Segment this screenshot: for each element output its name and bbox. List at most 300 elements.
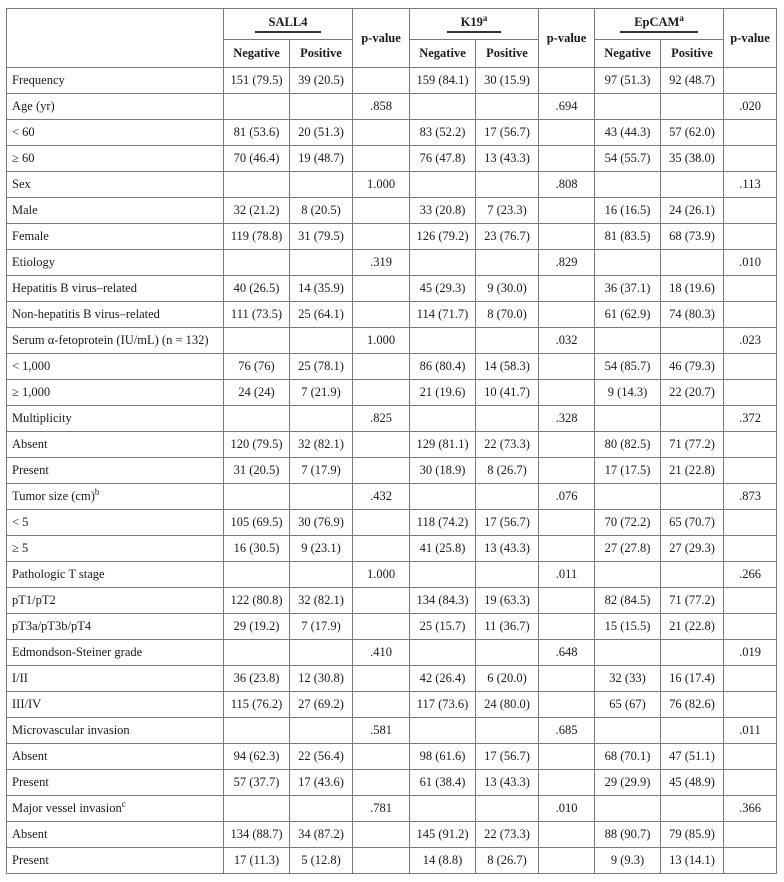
table-row (7, 536, 777, 562)
count-cell (224, 562, 290, 588)
table-row (7, 510, 777, 536)
count-cell: 32 (82.1) (290, 588, 353, 614)
count-cell: 17 (43.6) (290, 770, 353, 796)
count-cell: 42 (26.4) (410, 666, 476, 692)
count-cell (476, 94, 539, 120)
count-cell: 118 (74.2) (410, 510, 476, 536)
pvalue-cell (353, 276, 410, 302)
count-cell: 117 (73.6) (410, 692, 476, 718)
count-cell: 29 (19.2) (224, 614, 290, 640)
count-cell: 10 (41.7) (476, 380, 539, 406)
count-cell: 88 (90.7) (595, 822, 661, 848)
pvalue-cell: .372 (724, 406, 777, 432)
pvalue-cell (539, 224, 595, 250)
count-cell: 30 (15.9) (476, 68, 539, 94)
table-row (7, 354, 777, 380)
group-header-sall4: SALL4 (224, 9, 353, 40)
table-row (7, 484, 777, 510)
count-cell: 47 (51.1) (661, 744, 724, 770)
pvalue-cell: .808 (539, 172, 595, 198)
count-cell: 76 (82.6) (661, 692, 724, 718)
pvalue-cell (539, 614, 595, 640)
count-cell: 22 (73.3) (476, 432, 539, 458)
count-cell: 159 (84.1) (410, 68, 476, 94)
count-cell: 9 (30.0) (476, 276, 539, 302)
count-cell: 33 (20.8) (410, 198, 476, 224)
table-row (7, 640, 777, 666)
count-cell (661, 328, 724, 354)
pvalue-cell (353, 770, 410, 796)
count-cell: 111 (73.5) (224, 302, 290, 328)
pvalue-cell (724, 614, 777, 640)
count-cell (476, 718, 539, 744)
count-cell: 81 (83.5) (595, 224, 661, 250)
pvalue-cell: 1.000 (353, 562, 410, 588)
count-cell (661, 796, 724, 822)
count-cell: 21 (22.8) (661, 458, 724, 484)
row-label: ≥ 5 (7, 536, 224, 562)
count-cell: 92 (48.7) (661, 68, 724, 94)
pvalue-cell (724, 848, 777, 874)
count-cell (595, 328, 661, 354)
count-cell (476, 406, 539, 432)
pvalue-cell (724, 198, 777, 224)
count-cell: 32 (21.2) (224, 198, 290, 224)
pvalue-cell (353, 354, 410, 380)
pvalue-cell: .011 (539, 562, 595, 588)
count-cell (410, 94, 476, 120)
pvalue-header: p-value (353, 9, 410, 68)
pvalue-cell: .648 (539, 640, 595, 666)
count-cell: 13 (43.3) (476, 770, 539, 796)
count-cell: 24 (80.0) (476, 692, 539, 718)
table-row (7, 406, 777, 432)
count-cell: 17 (56.7) (476, 120, 539, 146)
count-cell (476, 172, 539, 198)
count-cell: 27 (29.3) (661, 536, 724, 562)
row-label: Major vessel invasion$^c$ (7, 796, 224, 822)
pvalue-cell: .694 (539, 94, 595, 120)
table-body (7, 68, 777, 874)
count-cell (290, 718, 353, 744)
count-cell (661, 562, 724, 588)
pvalue-cell: .366 (724, 796, 777, 822)
pvalue-cell (724, 510, 777, 536)
table-row (7, 94, 777, 120)
count-cell (290, 562, 353, 588)
table-row (7, 744, 777, 770)
count-cell: 120 (79.5) (224, 432, 290, 458)
count-cell (595, 94, 661, 120)
pvalue-cell (724, 588, 777, 614)
count-cell: 17 (17.5) (595, 458, 661, 484)
pvalue-cell (353, 692, 410, 718)
row-label: Present (7, 458, 224, 484)
count-cell: 27 (69.2) (290, 692, 353, 718)
count-cell (290, 172, 353, 198)
pvalue-cell (539, 380, 595, 406)
positive-header: Positive (476, 40, 539, 68)
pvalue-cell (539, 666, 595, 692)
positive-header: Positive (661, 40, 724, 68)
pvalue-cell: 1.000 (353, 328, 410, 354)
count-cell (410, 562, 476, 588)
count-cell: 43 (44.3) (595, 120, 661, 146)
pvalue-cell (353, 380, 410, 406)
table-row (7, 822, 777, 848)
count-cell: 65 (67) (595, 692, 661, 718)
count-cell (476, 562, 539, 588)
count-cell: 5 (12.8) (290, 848, 353, 874)
pvalue-cell (539, 536, 595, 562)
count-cell (224, 484, 290, 510)
count-cell: 71 (77.2) (661, 588, 724, 614)
count-cell (476, 640, 539, 666)
pvalue-cell: .410 (353, 640, 410, 666)
count-cell (476, 328, 539, 354)
negative-header: Negative (224, 40, 290, 68)
count-cell (224, 796, 290, 822)
count-cell: 23 (76.7) (476, 224, 539, 250)
count-cell (595, 640, 661, 666)
count-cell: 97 (51.3) (595, 68, 661, 94)
count-cell: 16 (17.4) (661, 666, 724, 692)
count-cell: 41 (25.8) (410, 536, 476, 562)
row-label: Pathologic T stage (7, 562, 224, 588)
pvalue-cell (353, 848, 410, 874)
count-cell: 30 (76.9) (290, 510, 353, 536)
table-row (7, 718, 777, 744)
count-cell (476, 484, 539, 510)
count-cell: 14 (58.3) (476, 354, 539, 380)
count-cell: 65 (70.7) (661, 510, 724, 536)
row-label: Serum α-fetoprotein (IU/mL) (n = 132) (7, 328, 224, 354)
count-cell: 8 (26.7) (476, 458, 539, 484)
count-cell: 17 (11.3) (224, 848, 290, 874)
table-row (7, 224, 777, 250)
count-cell (290, 796, 353, 822)
count-cell (290, 484, 353, 510)
row-label: < 5 (7, 510, 224, 536)
count-cell: 16 (30.5) (224, 536, 290, 562)
row-label: III/IV (7, 692, 224, 718)
pvalue-cell (539, 692, 595, 718)
count-cell: 57 (62.0) (661, 120, 724, 146)
pvalue-cell: .685 (539, 718, 595, 744)
row-label: Tumor size (cm)$^b$ (7, 484, 224, 510)
row-label: < 1,000 (7, 354, 224, 380)
count-cell (410, 640, 476, 666)
pvalue-cell (539, 822, 595, 848)
table-row (7, 146, 777, 172)
pvalue-cell (539, 68, 595, 94)
pvalue-cell: .328 (539, 406, 595, 432)
count-cell (661, 718, 724, 744)
count-cell: 82 (84.5) (595, 588, 661, 614)
count-cell: 114 (71.7) (410, 302, 476, 328)
count-cell: 6 (20.0) (476, 666, 539, 692)
pvalue-cell (353, 510, 410, 536)
row-label: Absent (7, 432, 224, 458)
pvalue-cell (724, 146, 777, 172)
count-cell (410, 328, 476, 354)
count-cell (595, 484, 661, 510)
count-cell: 61 (38.4) (410, 770, 476, 796)
pvalue-cell: .858 (353, 94, 410, 120)
count-cell (661, 640, 724, 666)
count-cell: 24 (24) (224, 380, 290, 406)
count-cell: 134 (84.3) (410, 588, 476, 614)
table-row (7, 198, 777, 224)
table-row (7, 458, 777, 484)
table-header (7, 9, 777, 68)
row-label: Absent (7, 822, 224, 848)
count-cell: 45 (29.3) (410, 276, 476, 302)
count-cell: 32 (33) (595, 666, 661, 692)
pvalue-cell (724, 770, 777, 796)
count-cell: 30 (18.9) (410, 458, 476, 484)
count-cell (410, 406, 476, 432)
table-row (7, 770, 777, 796)
count-cell: 22 (56.4) (290, 744, 353, 770)
count-cell: 8 (26.7) (476, 848, 539, 874)
count-cell: 83 (52.2) (410, 120, 476, 146)
count-cell (595, 562, 661, 588)
count-cell: 29 (29.9) (595, 770, 661, 796)
table-row (7, 666, 777, 692)
pvalue-cell (353, 224, 410, 250)
pvalue-cell: .010 (724, 250, 777, 276)
count-cell (224, 406, 290, 432)
pvalue-cell (539, 198, 595, 224)
count-cell: 46 (79.3) (661, 354, 724, 380)
count-cell (410, 172, 476, 198)
count-cell (595, 796, 661, 822)
row-label: Frequency (7, 68, 224, 94)
pvalue-cell (724, 822, 777, 848)
table-row (7, 302, 777, 328)
pvalue-cell (539, 120, 595, 146)
pvalue-cell (539, 848, 595, 874)
count-cell: 151 (79.5) (224, 68, 290, 94)
pvalue-cell: .319 (353, 250, 410, 276)
count-cell: 7 (17.9) (290, 458, 353, 484)
row-label: Present (7, 848, 224, 874)
count-cell: 7 (17.9) (290, 614, 353, 640)
row-label: < 60 (7, 120, 224, 146)
pvalue-cell (539, 302, 595, 328)
count-cell (224, 94, 290, 120)
pvalue-cell: .011 (724, 718, 777, 744)
pvalue-cell (353, 822, 410, 848)
pvalue-cell (353, 68, 410, 94)
pvalue-cell: .581 (353, 718, 410, 744)
count-cell (290, 328, 353, 354)
table-row (7, 432, 777, 458)
pvalue-cell (353, 198, 410, 224)
row-label: Absent (7, 744, 224, 770)
row-label: pT3a/pT3b/pT4 (7, 614, 224, 640)
count-cell: 19 (63.3) (476, 588, 539, 614)
count-cell (224, 640, 290, 666)
pvalue-cell (539, 432, 595, 458)
pvalue-cell (353, 458, 410, 484)
count-cell: 98 (61.6) (410, 744, 476, 770)
pvalue-cell (353, 120, 410, 146)
count-cell: 79 (85.9) (661, 822, 724, 848)
count-cell: 9 (9.3) (595, 848, 661, 874)
row-label: Age (yr) (7, 94, 224, 120)
table-row (7, 250, 777, 276)
count-cell: 74 (80.3) (661, 302, 724, 328)
pvalue-cell (724, 276, 777, 302)
count-cell (224, 718, 290, 744)
pvalue-cell (353, 536, 410, 562)
pvalue-cell: .023 (724, 328, 777, 354)
count-cell: 12 (30.8) (290, 666, 353, 692)
row-label: I/II (7, 666, 224, 692)
count-cell: 76 (47.8) (410, 146, 476, 172)
count-cell: 22 (20.7) (661, 380, 724, 406)
count-cell: 129 (81.1) (410, 432, 476, 458)
pvalue-cell (724, 432, 777, 458)
pvalue-cell (724, 692, 777, 718)
count-cell: 54 (55.7) (595, 146, 661, 172)
count-cell: 18 (19.6) (661, 276, 724, 302)
table-row (7, 588, 777, 614)
row-label: Microvascular invasion (7, 718, 224, 744)
pvalue-cell (539, 510, 595, 536)
count-cell (661, 172, 724, 198)
count-cell: 31 (79.5) (290, 224, 353, 250)
pvalue-cell (724, 302, 777, 328)
count-cell: 16 (16.5) (595, 198, 661, 224)
count-cell: 115 (76.2) (224, 692, 290, 718)
table-row (7, 328, 777, 354)
count-cell: 94 (62.3) (224, 744, 290, 770)
pvalue-cell: .432 (353, 484, 410, 510)
count-cell (661, 94, 724, 120)
count-cell: 21 (19.6) (410, 380, 476, 406)
count-cell (224, 250, 290, 276)
count-cell: 122 (80.8) (224, 588, 290, 614)
count-cell (224, 172, 290, 198)
count-cell: 7 (23.3) (476, 198, 539, 224)
count-cell (661, 406, 724, 432)
count-cell: 134 (88.7) (224, 822, 290, 848)
pvalue-cell: 1.000 (353, 172, 410, 198)
count-cell: 14 (35.9) (290, 276, 353, 302)
table-row (7, 796, 777, 822)
group-header-epcam: EpCAM$^a$ (595, 9, 724, 40)
count-cell (290, 640, 353, 666)
pvalue-cell (539, 276, 595, 302)
table-row (7, 172, 777, 198)
count-cell: 25 (78.1) (290, 354, 353, 380)
row-label: Sex (7, 172, 224, 198)
row-label: Etiology (7, 250, 224, 276)
pvalue-cell (539, 146, 595, 172)
pvalue-cell (539, 744, 595, 770)
table-row (7, 562, 777, 588)
count-cell (661, 484, 724, 510)
count-cell: 81 (53.6) (224, 120, 290, 146)
count-cell: 11 (36.7) (476, 614, 539, 640)
count-cell: 45 (48.9) (661, 770, 724, 796)
pvalue-cell (353, 146, 410, 172)
pvalue-cell: .032 (539, 328, 595, 354)
pvalue-cell (539, 770, 595, 796)
count-cell: 13 (43.3) (476, 536, 539, 562)
count-cell (410, 796, 476, 822)
count-cell: 9 (23.1) (290, 536, 353, 562)
pvalue-cell (724, 744, 777, 770)
count-cell: 19 (48.7) (290, 146, 353, 172)
table-row (7, 68, 777, 94)
count-cell (290, 94, 353, 120)
count-cell: 39 (20.5) (290, 68, 353, 94)
row-label: Multiplicity (7, 406, 224, 432)
row-label: Hepatitis B virus–related (7, 276, 224, 302)
pvalue-cell: .010 (539, 796, 595, 822)
count-cell: 17 (56.7) (476, 510, 539, 536)
table-row (7, 692, 777, 718)
count-cell: 57 (37.7) (224, 770, 290, 796)
count-cell: 145 (91.2) (410, 822, 476, 848)
pvalue-cell (539, 458, 595, 484)
pvalue-cell (353, 666, 410, 692)
pvalue-cell (353, 302, 410, 328)
count-cell: 24 (26.1) (661, 198, 724, 224)
pvalue-cell: .781 (353, 796, 410, 822)
table-row (7, 614, 777, 640)
count-cell: 54 (85.7) (595, 354, 661, 380)
count-cell: 68 (73.9) (661, 224, 724, 250)
count-cell: 13 (43.3) (476, 146, 539, 172)
count-cell (595, 718, 661, 744)
count-cell: 9 (14.3) (595, 380, 661, 406)
count-cell: 17 (56.7) (476, 744, 539, 770)
count-cell: 76 (76) (224, 354, 290, 380)
table-row (7, 380, 777, 406)
count-cell: 126 (79.2) (410, 224, 476, 250)
pvalue-cell: .829 (539, 250, 595, 276)
pvalue-cell: .020 (724, 94, 777, 120)
count-cell: 8 (70.0) (476, 302, 539, 328)
count-cell (410, 484, 476, 510)
pvalue-cell (539, 354, 595, 380)
pvalue-cell (539, 588, 595, 614)
count-cell (595, 250, 661, 276)
count-cell: 86 (80.4) (410, 354, 476, 380)
count-cell: 61 (62.9) (595, 302, 661, 328)
pvalue-cell (353, 614, 410, 640)
row-label: Male (7, 198, 224, 224)
count-cell: 25 (15.7) (410, 614, 476, 640)
pvalue-cell (724, 666, 777, 692)
count-cell: 35 (38.0) (661, 146, 724, 172)
pvalue-cell (724, 458, 777, 484)
count-cell: 22 (73.3) (476, 822, 539, 848)
count-cell: 40 (26.5) (224, 276, 290, 302)
row-label: ≥ 60 (7, 146, 224, 172)
count-cell (290, 406, 353, 432)
count-cell (290, 250, 353, 276)
pvalue-header: p-value (724, 9, 777, 68)
negative-header: Negative (595, 40, 661, 68)
row-label: Present (7, 770, 224, 796)
pvalue-cell (724, 380, 777, 406)
